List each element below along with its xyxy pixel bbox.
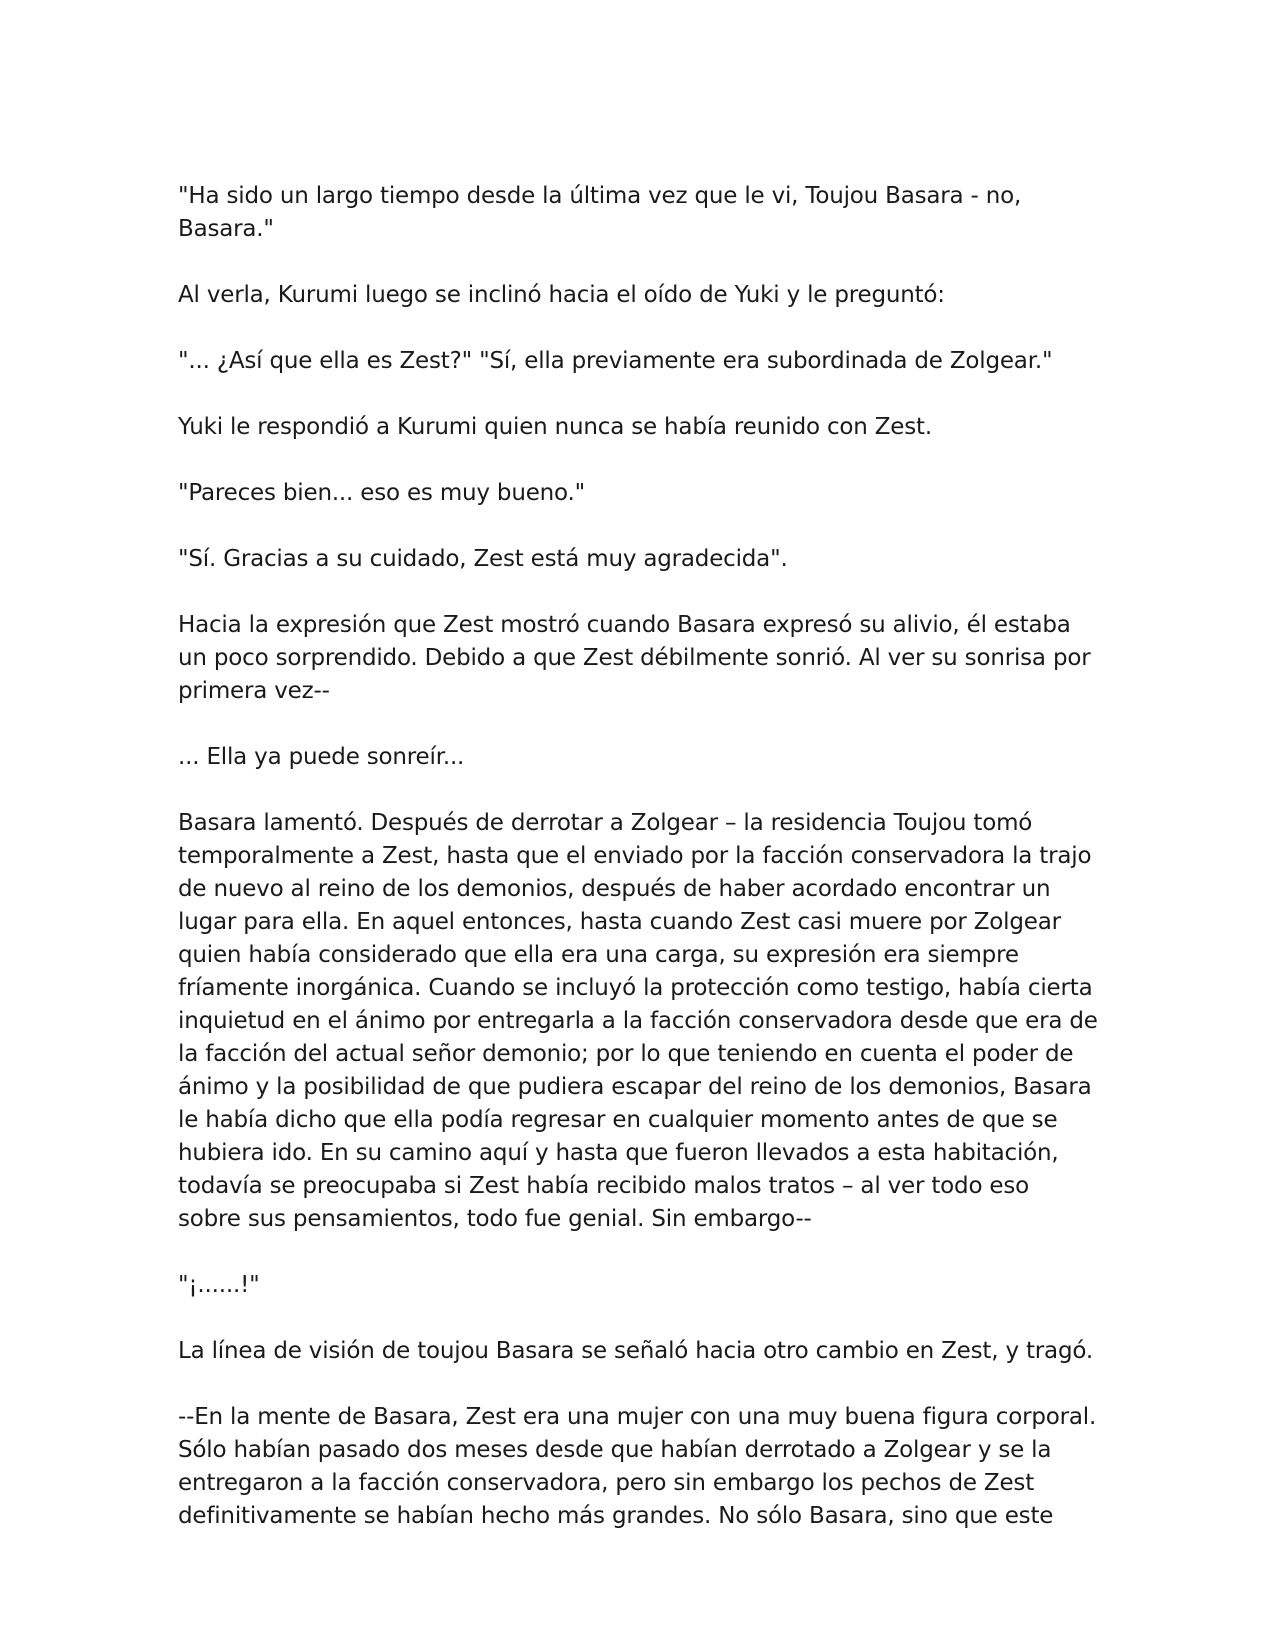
paragraph-3: "... ¿Así que ella es Zest?" "Sí, ella previamente era subordinada de Zolgear." [178,348,1053,374]
paragraph-7: Hacia la expresión que Zest mostró cuando Basara expresó su alivio, él estaba un poco sorprendido. Debido a que Zest débilmente sonrió. Al ver su sonrisa por primera vez-- [178,612,1091,704]
paragraph-8: ... Ella ya puede sonreír... [178,744,465,770]
paragraph-2: Al verla, Kurumi luego se inclinó hacia el oído de Yuki y le preguntó: [178,282,945,308]
paragraph-5: "Pareces bien... eso es muy bueno." [178,480,585,506]
paragraph-11: La línea de visión de toujou Basara se señaló hacia otro cambio en Zest, y tragó. [178,1338,1093,1364]
paragraph-9: Basara lamentó. Después de derrotar a Zolgear – la residencia Toujou tomó temporalmente a Zest, hasta que el enviado por la facción conservadora la trajo de nuevo al reino de los demonios, después de haber acordado encontrar un lugar para ella. En aquel entonces, hasta cuando Zest casi muere por Zolgear quien había considerado que ella era una carga, su expresión era siempre fríamente inorgánica. Cuando se incluyó la protección como testigo, había cierta inquietud en el ánimo por entregarla a la facción conservadora desde que era de la facción del actual señor demonio; por lo que teniendo en cuenta el poder de ánimo y la posibilidad de que pudiera escapar del reino de los demonios, Basara le había dicho que ella podía regresar en cualquier momento antes de que se hubiera ido. En su camino aquí y hasta que fueron llevados a esta habitación, todavía se preocupaba si Zest había recibido malos tratos – al ver todo eso sobre sus pensamientos, todo fue genial. Sin embargo-- [178,810,1098,1232]
paragraph-4: Yuki le respondió a Kurumi quien nunca se había reunido con Zest. [178,414,932,440]
paragraph-10: "¡......!" [178,1272,260,1298]
paragraph-6: "Sí. Gracias a su cuidado, Zest está muy agradecida". [178,546,788,572]
document-body [178,180,1098,1566]
paragraph-12: --En la mente de Basara, Zest era una mujer con una muy buena figura corporal. Sólo habían pasado dos meses desde que habían derrotado a Zolgear y se la entregaron a la facción conservadora, pero sin embargo los pechos de Zest definitivamente se habían hecho más grandes. No sólo Basara, sino que este [178,1404,1097,1529]
paragraph-1: "Ha sido un largo tiempo desde la última vez que le vi, Toujou Basara - no, Basara." [178,183,1022,242]
